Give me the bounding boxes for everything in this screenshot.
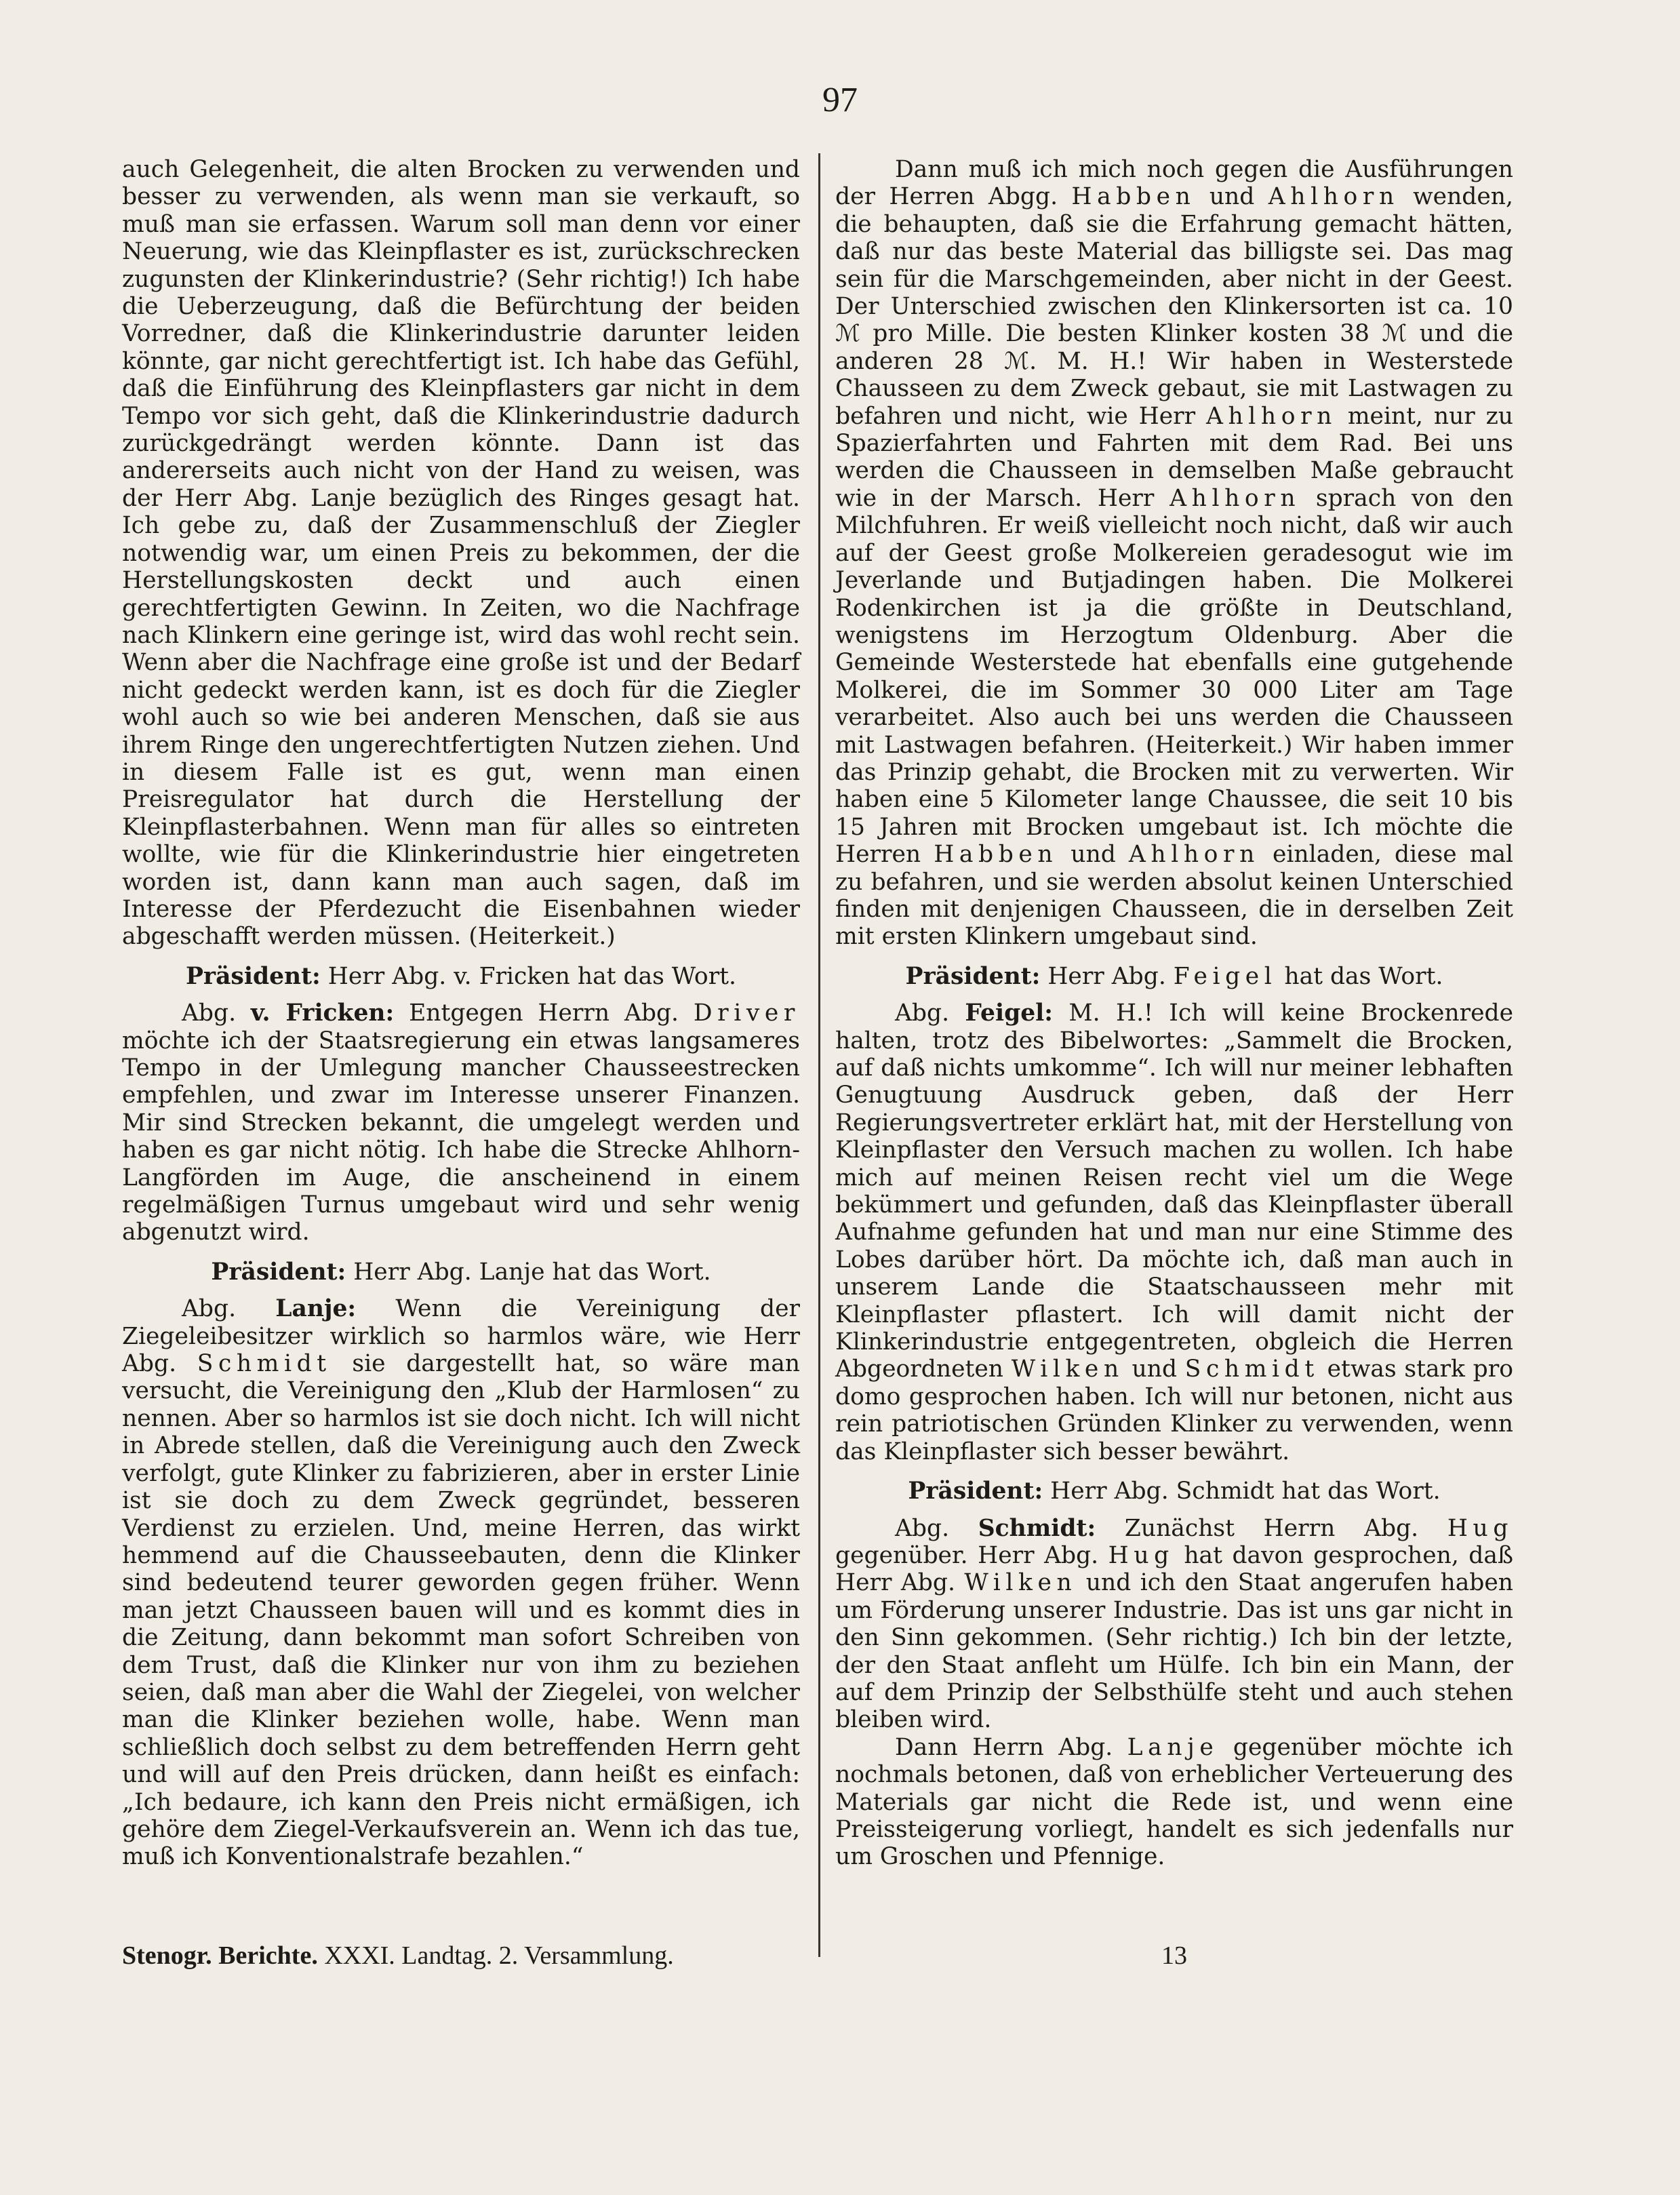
speech-text: Wenn die Vereinigung der Ziegeleibesitzer wirklich so harmlos wäre, wie Herr Abg. [122,1295,801,1378]
speech-text: meint, nur zu Spazierfahrten und Fahrten mit dem Rad. Bei uns werden die Chausseen in demselben Maße gebraucht wie in der Marsch. Herr [835,402,1514,512]
speech-text: und [1209,183,1255,211]
footer-volume: XXXI. Landtag. 2. Versammlung. [324,1941,674,1970]
president-remark [835,1478,1513,1505]
left-column [122,156,800,1871]
speaker-name: v. Fricken: [250,1000,395,1027]
spaced-name: Driver [693,1000,800,1027]
right-column [835,156,1513,1871]
speech-text: wenden, die behaupten, daß sie die Erfahrung gemacht hätten, daß nur das beste Material das billigste sei. Das mag sein für die Marschgemeinden, aber nicht in der Geest. Der Unterschied zwischen den Klinkersorten ist ca. 10 ℳ pro Mille. Die besten Klinker kosten 38 ℳ und die anderen 28 ℳ. M. H.! Wir haben in Westerstede Chausseen zu dem Zweck gebaut, sie mit Lastwagen zu befahren und nicht, wie Herr [835,183,1513,430]
column-divider [818,153,820,1957]
speech-text: und ich den Staat angerufen haben um Förderung unserer Industrie. Das ist uns gar nicht in den Sinn gekommen. (Sehr richtig.) Ich bin der letzte, der den Staat anfleht um Hülfe. Ich bin ein Mann, der auf dem Prinzip der Selbsthülfe steht und auch stehen bleiben wird. [835,1569,1513,1734]
president-remark-text: Herr Abg. Schmidt hat das Wort. [1050,1478,1441,1505]
spaced-name: Ahlhorn [1169,484,1301,512]
president-label: Präsident: [185,962,321,990]
speech-schmidt-continued [835,1734,1513,1871]
speaker-name: Feigel: [965,1000,1053,1027]
spaced-name: Ahlhorn [1205,402,1337,430]
speech-text: etwas stark pro domo gesprochen haben. Ich will nur betonen, nicht aus rein patriotischen Gründen Klinker zu verwenden, wenn das Kleinpflaster sich besser bewährt. [835,1356,1514,1465]
spaced-name: Ahlhorn [1128,841,1260,869]
president-label: Präsident: [905,962,1041,990]
speaker-name: Lanje: [275,1295,357,1323]
speech-text: sie dargestellt hat, so wäre man versucht, die Vereinigung den „Klub der Harmlosen“ zu nennen. Aber so harmlos ist sie doch nicht. Ich will nicht in Abrede stellen, daß die Vereinigung auch den Zweck verfolgt, gute Klinker zu fabrizieren, aber in erster Linie ist sie doch zu dem Zweck gegründet, besseren Verdienst zu erzielen. Und, meine Herren, das wirkt hemmend auf die Chausseebauten, denn die Klinker sind bedeutend teurer geworden gegen früher. Wenn man jetzt Chausseen bauen will und es kommt dies in die Zeitung, dann bekommt man sofort Schreiben von dem Trust, daß die Klinker nur von ihm zu beziehen seien, daß man aber die Wahl der Ziegelei, von welcher man die Klinker beziehen wolle, habe. Wenn man schließlich doch selbst zu dem betreffenden Herrn geht und will auf den Preis drücken, dann heißt es einfach: „Ich bedaure, ich kann den Preis nicht ermäßigen, ich gehöre dem Ziegel-Verkaufsverein an. Wenn ich das tue, muß ich Konventionalstrafe bezahlen.“ [122,1350,800,1871]
speech-lanje [122,1295,800,1871]
speech-text: Entgegen Herrn Abg. [409,1000,679,1027]
speech-text: Zunächst Herrn Abg. [1124,1514,1419,1542]
spaced-name: Schmidt [1184,1356,1319,1383]
spaced-name: Hug [1447,1514,1514,1542]
speech-text: möchte ich der Staatsregierung ein etwas langsameres Tempo in der Umlegung mancher Chausseestrecken empfehlen, und zwar im Interesse unserer Finanzen. Mir sind Strecken bekannt, die umgelegt werden und haben es gar nicht nötig. Ich habe die Strecke Ahlhorn-Langförden im Auge, die anscheinend in einem regelmäßigen Turnus umgebaut wird und sehr wenig abgenutzt wird. [122,1027,800,1246]
speech-text: und [1071,841,1116,869]
spaced-name: Feigel [1173,962,1277,990]
president-remark-text: Herr Abg. [1047,962,1166,990]
speech-text: hat davon gesprochen, daß Herr Abg. [835,1541,1513,1597]
speech-text: gegenüber. Herr Abg. [835,1541,1099,1569]
speech-prefix: Abg. [182,1000,237,1027]
footer-signature [122,1941,814,1971]
speech-text: Dann muß ich mich noch gegen die Ausführungen der Herren Abgg. [835,156,1513,211]
spaced-name: Schmidt [197,1350,332,1378]
speech-prefix: Abg. [182,1295,237,1323]
sheet-number: 13 [1161,1941,1187,1970]
president-remark-text: hat das Wort. [1284,962,1443,990]
speaker-name: Schmidt: [978,1514,1096,1542]
spaced-name: Lanje [1127,1733,1219,1761]
page-number: 97 [822,81,858,119]
speech-text: sprach von den Milchfuhren. Er weiß vielleicht noch nicht, daß wir auch auf der Geest große Molkereien geradesogut wie im Jeverlande und Butjadingen haben. Die Molkerei Rodenkirchen ist ja die größte in Deutschland, wenigstens im Herzogtum Oldenburg. Aber die Gemeinde Westerstede hat ebenfalls eine gutgehende Molkerei, die im Sommer 30 000 Liter am Tage verarbeitet. Also auch bei uns werden die Chausseen mit Lastwagen befahren. (Heiterkeit.) Wir haben immer das Prinzip gehabt, die Brocken mit zu verwerten. Wir haben eine 5 Kilometer lange Chaussee, die seit 10 bis 15 Jahren mit Brocken umgebaut ist. Ich möchte die Herren [835,484,1514,869]
president-remark-text: Herr Abg. Lanje hat das Wort. [353,1258,711,1286]
speech-schmidt [835,1515,1513,1734]
spaced-name: Wilken [964,1569,1077,1597]
president-remark-text: Herr Abg. v. Fricken hat das Wort. [327,962,737,990]
president-remark [835,963,1513,990]
president-label: Präsident: [908,1478,1043,1505]
speech-continued [835,156,1513,951]
spaced-name: Habben [1071,183,1196,211]
president-label: Präsident: [211,1258,346,1286]
spaced-name: Wilken [1011,1356,1124,1383]
speech-text: und [1132,1356,1178,1383]
speech-text: Dann Herrn Abg. [895,1733,1113,1761]
speech-text: gegenüber möchte ich nochmals betonen, daß von erheblicher Verteuerung des Materials gar nicht die Rede ist, und wenn eine Preissteigerung vorliegt, handelt es sich jedenfalls nur um Groschen und Pfennige. [835,1733,1514,1871]
speech-feigel [835,1000,1513,1465]
spaced-name: Ahlhorn [1268,183,1399,211]
president-remark [122,963,800,990]
president-remark [122,1259,800,1286]
paragraph-continued: auch Gelegenheit, die alten Brocken zu verwenden und besser zu verwenden, als wenn man sie verkauft, so muß man sie erfassen. Warum soll man denn vor einer Neuerung, wie das Kleinpflaster es ist, zurückschrecken zugunsten der Klinkerindustrie? (Sehr richtig!) Ich habe die Ueberzeugung, daß die Befürchtung der beiden Vorredner, daß die Klinkerindustrie darunter leiden könnte, gar nicht gerechtfertigt ist. Ich habe das Gefühl, daß die Einführung des Kleinpflasters gar nicht in dem Tempo vor sich geht, daß die Klinkerindustrie dadurch zurückgedrängt werden könnte. Dann ist das andererseits auch nicht von der Hand zu weisen, was der Herr Abg. Lanje bezüglich des Ringes gesagt hat. Ich gebe zu, daß der Zusammenschluß der Ziegler notwendig war, um einen Preis zu bekommen, der die Herstellungskosten deckt und auch einen gerechtfertigten Gewinn. In Zeiten, wo die Nachfrage nach Klinkern eine geringe ist, wird das wohl recht sein. Wenn aber die Nachfrage eine große ist und der Bedarf nicht gedeckt werden kann, ist es doch für die Ziegler wohl auch so wie bei anderen Menschen, daß sie aus ihrem Ringe den ungerechtfertigten Nutzen ziehen. Und in diesem Falle ist es gut, wenn man einen Preisregulator hat durch die Herstellung der Kleinpflasterbahnen. Wenn man für alles so eintreten wollte, wie für die Klinkerindustrie hier eingetreten worden ist, dann kann man auch sagen, daß im Interesse der Pferdezucht die Eisenbahnen wieder abgeschafft werden müssen. (Heiterkeit.) [122,156,800,951]
spaced-name: Habben [934,841,1058,869]
footer-series: Stenogr. Berichte. [122,1941,318,1970]
speech-v-fricken [122,1000,800,1246]
speech-text: einladen, diese mal zu befahren, und sie werden absolut keinen Unterschied finden mit denjenigen Chausseen, die in derselben Zeit mit ersten Klinkern umgebaut sind. [835,841,1514,951]
speech-prefix: Abg. [895,1514,950,1542]
speech-prefix: Abg. [895,1000,950,1027]
spaced-name: Hug [1108,1541,1174,1569]
speech-text: M. H.! Ich will keine Brockenrede halten, trotz des Bibelwortes: „Sammelt die Brocken, auf daß nichts umkomme“. Ich will nur meiner lebhaften Genugtuung Ausdruck geben, daß der Herr Regierungsvertreter erklärt hat, mit der Herstellung von Kleinpflaster den Versuch machen zu wollen. Ich habe mich auf meinen Reisen recht viel um die Wege bekümmert und gefunden, daß das Kleinpflaster überall Aufnahme gefunden hat und man nur eine Stimme des Lobes darüber hört. Da möchte ich, daß man auch in unserem Lande die Staatschausseen mehr mit Kleinpflaster pflastert. Ich will damit nicht der Klinkerindustrie entgegentreten, obgleich die Herren Abgeordneten [835,1000,1514,1383]
